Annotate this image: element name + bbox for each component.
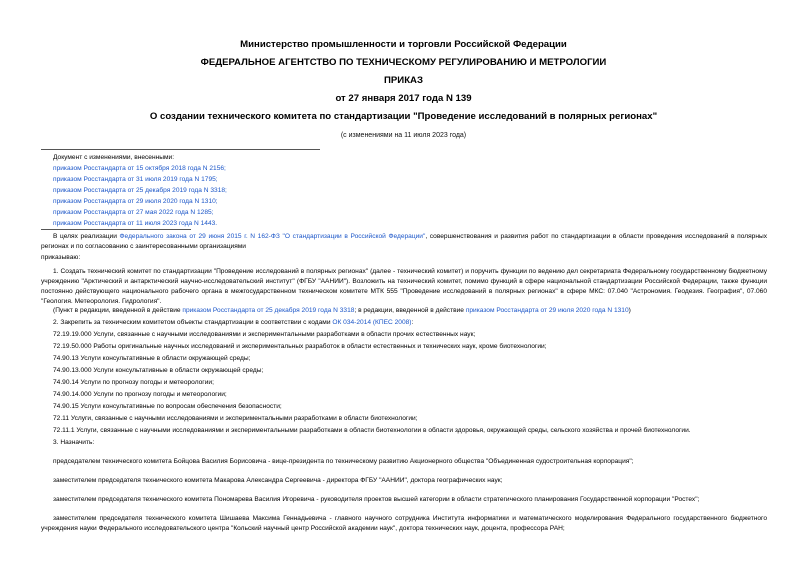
changes-top-rule	[41, 149, 320, 150]
preamble-text-b: , совершенствования и развития работ по стандартизации в области проведения исследований в полярных регионах и по согласованию с заинтересованными организациями	[41, 233, 768, 250]
change-link-3[interactable]: приказом Росстандарта от 25 декабря 2019 года N 3318;	[53, 187, 227, 194]
code-item: 72.11.1 Услуги, связанные с научными исследованиями и экспериментальными разработками в области биотехнологии в области здоровья, окружающей среды, сельского хозяйства и прочей биотехнологии.	[53, 427, 691, 434]
change-link-1[interactable]: приказом Росстандарта от 15 октября 2018 года N 2156;	[53, 165, 226, 172]
header-date-number: от 27 января 2017 года N 139	[335, 93, 472, 104]
appointment-item: председателем технического комитета Бойцова Василия Борисовича - вице-президента по техническому развитию Акционерного общества "Объединенная судостроительная корпорация";	[53, 458, 634, 465]
change-link-4[interactable]: приказом Росстандарта от 29 июля 2020 года N 1310;	[53, 198, 218, 205]
header-doc-type: ПРИКАЗ	[384, 75, 423, 86]
changes-intro: Документ с изменениями, внесенными:	[53, 154, 175, 161]
paragraph-1: 1. Создать технический комитет по стандартизации "Проведение исследований в полярных регионах" (далее - технический комитет) и поручить функции по ведению дел секретариата Федеральному государственному бюджетному учреждению "Арктический и антарктический научно-исследовательский институт" (ФГБУ "ААНИИ"). Возложить на технический комитет, помимо функций в сфере национальной стандартизации Российской Федерации, также функции постоянно действующего национального рабочего органа в межгосударственном техническом комитете МТК 555 "Проведение исследований в полярных регионах" в сфере МКС: 07.040 "Астрономия. Геодезия. География", 07.060 "Геология. Метеорология. Гидрология".	[41, 268, 767, 305]
code-item: 74.90.14 Услуги по прогнозу погоды и метеорологии;	[53, 379, 214, 386]
header-title: О создании технического комитета по стандартизации "Проведение исследований в полярных регионах"	[149, 111, 658, 122]
order-word: приказываю:	[41, 254, 81, 261]
note-text-c: )	[628, 307, 631, 314]
appointment-item: заместителем председателя технического комитета Макарова Александра Сергеевича - директора ФГБУ "ААНИИ", доктора географических наук;	[53, 477, 503, 484]
okpd-link[interactable]: ОК 034-2014 (КПЕС 2008)	[332, 319, 412, 326]
note-link-1[interactable]: приказом Росстандарта от 25 декабря 2019 года N 3318	[182, 307, 355, 314]
header-agency: ФЕДЕРАЛЬНОЕ АГЕНТСТВО ПО ТЕХНИЧЕСКОМУ РЕГУЛИРОВАНИЮ И МЕТРОЛОГИИ	[200, 57, 607, 68]
preamble-text-a: В целях реализации	[53, 233, 120, 240]
paragraph-1-note	[53, 306, 631, 316]
code-item: 74.90.13.000 Услуги консультативные в области окружающей среды;	[53, 367, 264, 374]
p2-text-a: 2. Закрепить за техническим комитетом объекты стандартизации в соответствии с кодами	[53, 319, 333, 326]
changes-bottom-rule	[41, 229, 191, 230]
change-link-6[interactable]: приказом Росстандарта от 11 июля 2023 года N 1443.	[53, 220, 218, 227]
appointment-item: заместителем председателя технического комитета Шишаева Максима Геннадьевича - главного научного сотрудника Института информатики и математического моделирования Федерального государственного бюджетного учреждения науки Федерального исследовательского центра "Кольский научный центр Российской академии наук", доктора технических наук, доцента, профессора РАН;	[41, 515, 767, 532]
p2-text-b: :	[411, 319, 414, 326]
code-item: 74.90.13 Услуги консультативные в области окружающей среды;	[53, 355, 251, 362]
code-item: 72.19.19.000 Услуги, связанные с научными исследованиями и экспериментальными разработками в области прочих естественных наук;	[53, 331, 476, 338]
code-item: 72.11 Услуги, связанные с научными исследованиями и экспериментальными разработками в области биотехнологии;	[53, 415, 418, 422]
code-item: 72.19.50.000 Работы оригинальные научных исследований и экспериментальных разработок в области естественных и технических наук, кроме биотехнологии;	[53, 343, 547, 350]
paragraph-2	[53, 318, 413, 328]
code-item: 74.90.15 Услуги консультативные по вопросам обеспечения безопасности;	[53, 403, 282, 410]
code-item: 74.90.14.000 Услуги по прогнозу погоды и метеорологии;	[53, 391, 227, 398]
preamble	[41, 232, 767, 252]
change-link-2[interactable]: приказом Росстандарта от 31 июля 2019 года N 1795;	[53, 176, 218, 183]
change-link-5[interactable]: приказом Росстандарта от 27 мая 2022 года N 1285;	[53, 209, 214, 216]
note-text-b: ; в редакции, введенной в действие	[354, 307, 466, 314]
note-text-a: (Пункт в редакции, введенной в действие	[53, 307, 183, 314]
paragraph-3: 3. Назначить:	[53, 439, 95, 446]
header-edition: (с изменениями на 11 июля 2023 года)	[340, 132, 467, 139]
note-link-2[interactable]: приказом Росстандарта от 29 июля 2020 года N 1310	[465, 307, 629, 314]
appointment-item: заместителем председателя технического комитета Пономарева Василия Игоревича - руководителя проектов высшей категории в области стратегического планирования Государственной корпорации "Ростех";	[53, 496, 700, 503]
federal-law-link[interactable]: Федерального закона от 29 июня 2015 г. N 162-ФЗ "О стандартизации в Российской Федерации"	[119, 233, 426, 240]
header-ministry: Министерство промышленности и торговли Российской Федерации	[240, 39, 567, 50]
